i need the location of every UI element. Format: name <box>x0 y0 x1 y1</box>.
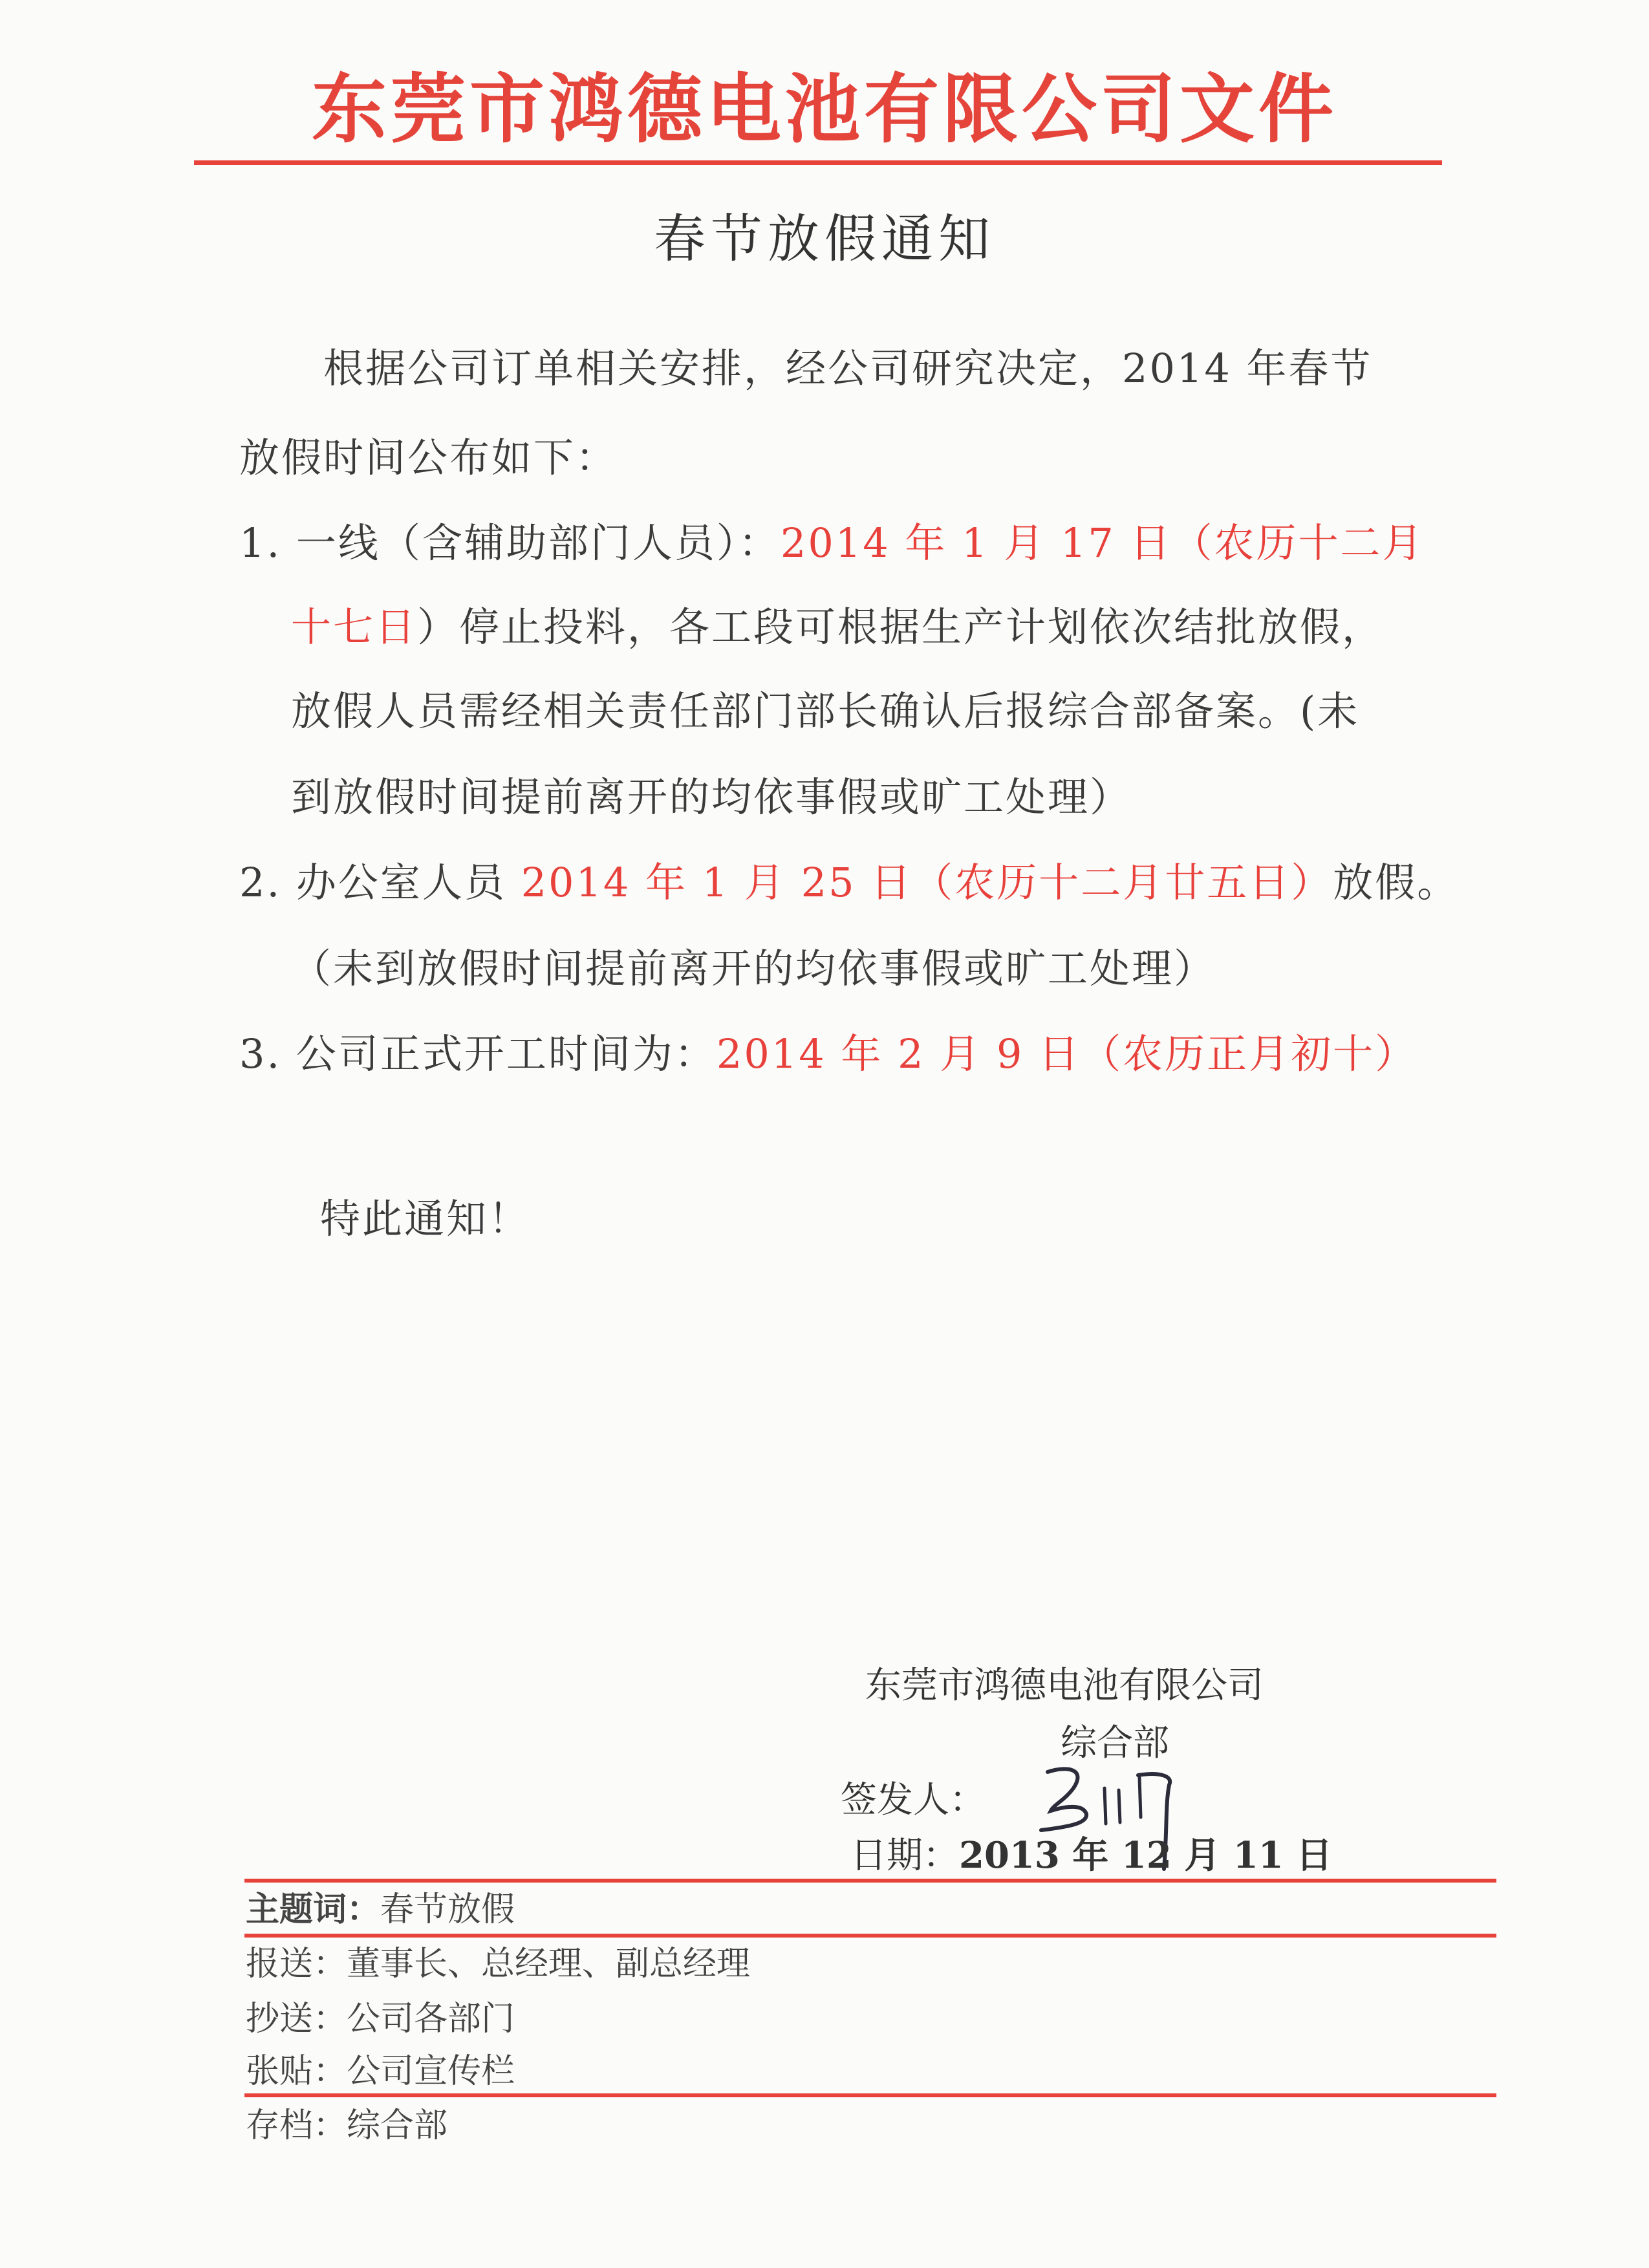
item-2-line-2: （未到放假时间提前离开的均依事假或旷工处理） <box>291 945 1216 992</box>
subject-value: 春节放假 <box>380 1890 515 1929</box>
subject-line <box>246 1887 515 1932</box>
item-1-line-1 <box>239 517 1425 569</box>
item-3-label: 3. 公司正式开工时间为： <box>239 1030 717 1077</box>
footer-rule-3 <box>244 2093 1496 2097</box>
report-value: 董事长、总经理、副总经理 <box>347 1945 751 1983</box>
org-file-title: 东莞市鸿德电池有限公司文件 <box>312 66 1337 153</box>
item-1-date: 2014 年 1 月 17 日（农历十二月 <box>780 519 1425 567</box>
intro-line-2: 放假时间公布如下： <box>239 434 618 481</box>
item-1-line-3: 放假人员需经相关责任部门部长确认后报综合部备案。(未 <box>291 687 1360 735</box>
footer-rule-2 <box>244 1934 1496 1938</box>
signature-department: 综合部 <box>1061 1722 1169 1764</box>
copy-line <box>246 1996 515 2042</box>
item-2-tail: 放假。 <box>1333 859 1460 906</box>
report-label: 报送： <box>246 1945 347 1983</box>
post-label: 张贴： <box>246 2052 347 2091</box>
subject-label: 主题词： <box>246 1890 381 1929</box>
footer-rule-1 <box>244 1879 1496 1883</box>
item-1-label: 1. 一线（含辅助部门人员）： <box>239 519 781 567</box>
issuer-label: 签发人： <box>841 1779 986 1821</box>
item-3-line-1 <box>239 1028 1417 1080</box>
post-line <box>246 2049 515 2094</box>
intro-line-1: 根据公司订单相关安排，经公司研究决定，2014 年春节 <box>323 345 1373 392</box>
copy-value: 公司各部门 <box>347 2000 515 2038</box>
report-line <box>246 1941 750 1987</box>
header-rule <box>194 160 1442 165</box>
date-label: 日期： <box>850 1835 959 1877</box>
post-value: 公司宣传栏 <box>347 2052 515 2091</box>
archive-line <box>246 2103 447 2148</box>
signature-date <box>850 1832 1332 1879</box>
item-2-date: 2014 年 1 月 25 日（农历十二月廿五日） <box>521 859 1333 906</box>
item-1-text: ）停止投料，各工段可根据生产计划依次结批放假， <box>417 603 1385 651</box>
item-1-line-4: 到放假时间提前离开的均依事假或旷工处理） <box>291 773 1132 821</box>
signature-company: 东莞市鸿德电池有限公司 <box>865 1665 1264 1707</box>
item-2-line-1 <box>239 857 1459 909</box>
doc-title: 春节放假通知 <box>654 209 995 269</box>
copy-label: 抄送： <box>246 2000 347 2038</box>
archive-value: 综合部 <box>347 2106 448 2145</box>
item-2-label: 2. 办公室人员 <box>239 859 521 906</box>
item-1-lunar-day: 十七日 <box>291 603 418 651</box>
item-1-line-2 <box>291 601 1384 653</box>
archive-label: 存档： <box>246 2106 347 2145</box>
date-value: 2013 年 12 月 11 日 <box>959 1834 1333 1877</box>
closing-text: 特此通知！ <box>320 1195 531 1242</box>
item-3-date: 2014 年 2 月 9 日（农历正月初十） <box>716 1030 1417 1077</box>
